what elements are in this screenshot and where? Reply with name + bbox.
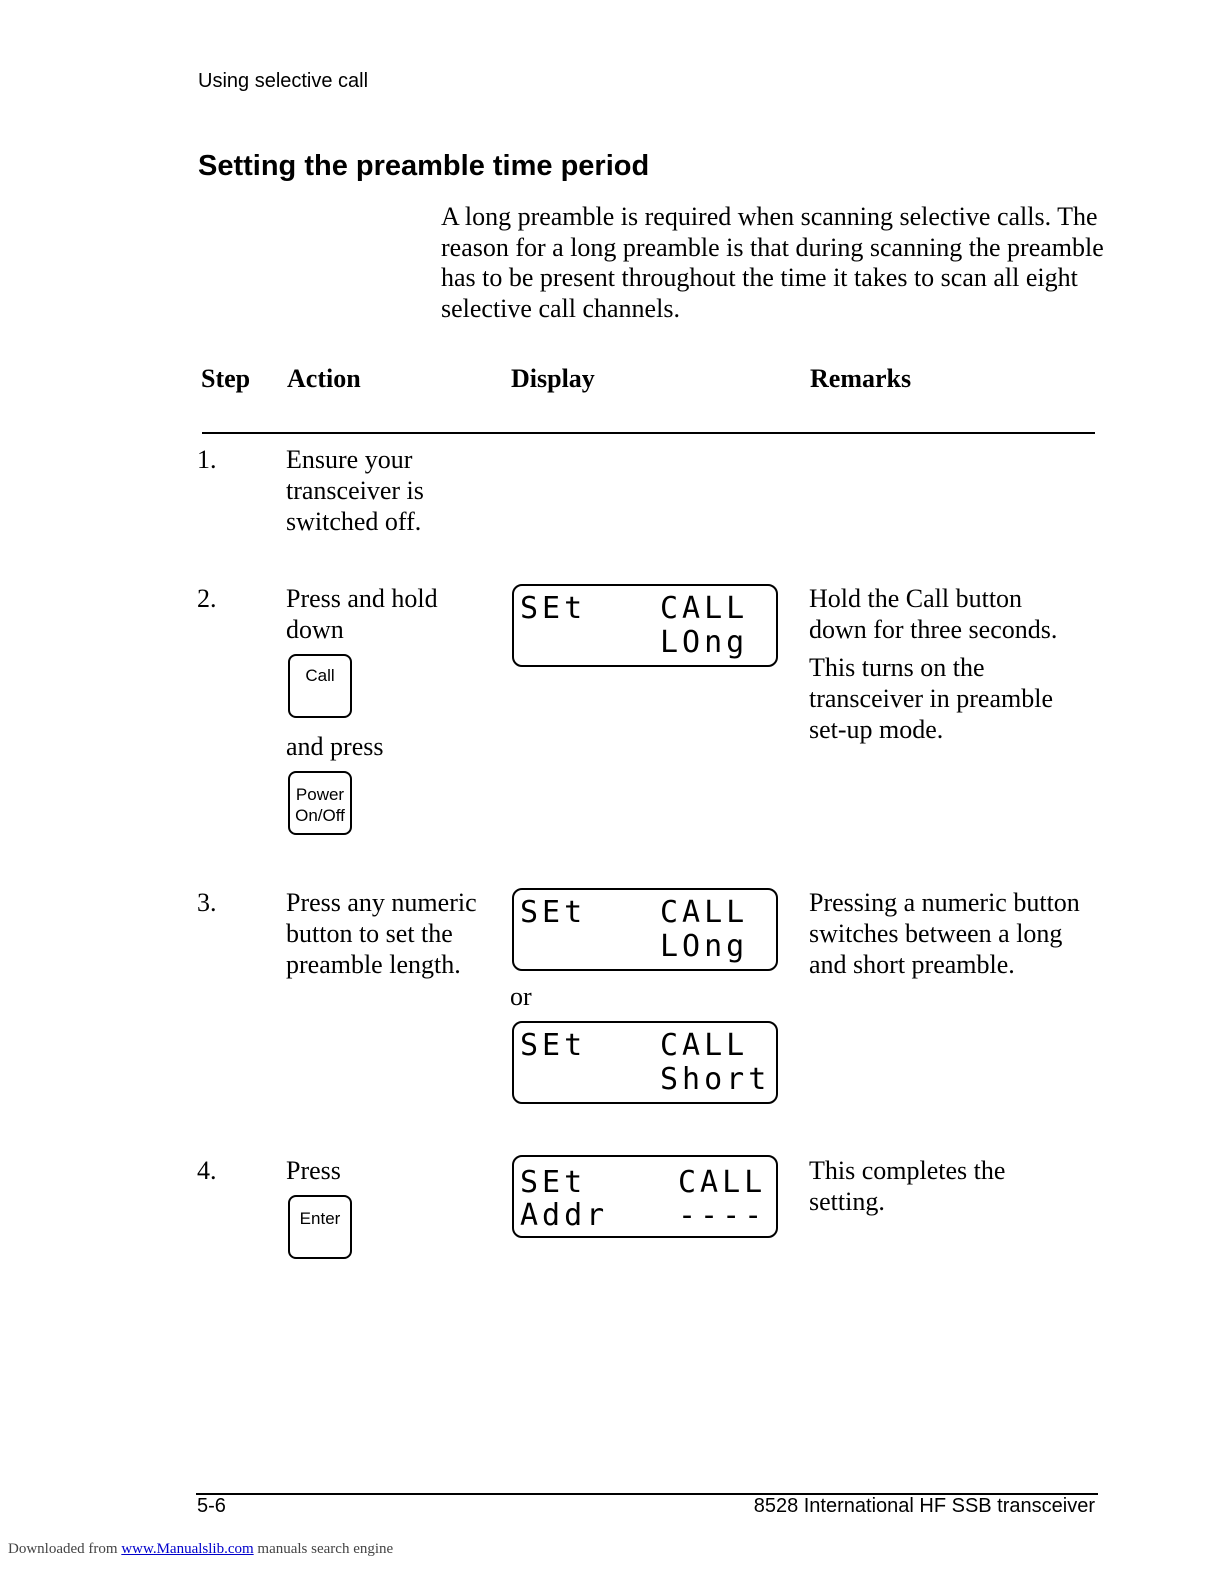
- column-header-action: Action: [287, 364, 361, 393]
- call-key-label: Call: [305, 666, 335, 685]
- page-number: 5-6: [197, 1495, 226, 1517]
- column-header-remarks: Remarks: [810, 364, 912, 393]
- lcd-line1-right: CALL: [660, 1028, 749, 1063]
- step-2-action: Press and hold down: [286, 584, 438, 644]
- lcd-display-step2: [512, 584, 778, 667]
- step-number-2: 2.: [197, 584, 217, 613]
- lcd-line1-left: SEt: [520, 1028, 587, 1063]
- column-header-step: Step: [201, 364, 251, 393]
- download-note-suffix: manuals search engine: [253, 1541, 394, 1557]
- lcd-line2-right: LOng: [660, 625, 749, 660]
- lcd-line1-left: SEt: [520, 1165, 587, 1200]
- step-1-action: Ensure your transceiver is switched off.: [286, 445, 424, 536]
- download-note-prefix: Downloaded from: [8, 1541, 122, 1557]
- step-4-remark: This completes the setting.: [809, 1156, 1006, 1216]
- lcd-display-step4: [512, 1155, 778, 1238]
- enter-key[interactable]: [288, 1195, 352, 1259]
- lcd-line1-left: SEt: [520, 895, 587, 930]
- intro-paragraph: A long preamble is required when scanning selective calls. The reason for a long preamble is that during scanning the preamble has to be present throughout the time it takes to scan all eight selective call channels.: [441, 202, 1104, 323]
- product-name: 8528 International HF SSB transceiver: [753, 1495, 1095, 1517]
- running-header: Using selective call: [198, 70, 369, 92]
- step-3-remark: Pressing a numeric button switches between a long and short preamble.: [809, 888, 1080, 979]
- enter-key-label: Enter: [299, 1209, 341, 1228]
- step-number-3: 3.: [197, 888, 217, 917]
- lcd-line2-right: ----: [678, 1198, 767, 1233]
- or-label: or: [510, 982, 532, 1011]
- lcd-line1-left: SEt: [520, 591, 587, 626]
- lcd-line1-right: CALL: [678, 1165, 767, 1200]
- step-number-1: 1.: [197, 445, 217, 474]
- step-2-remark-2: This turns on the transceiver in preamble set-up mode.: [809, 653, 1053, 744]
- step-number-4: 4.: [197, 1156, 217, 1185]
- lcd-line2-right: Short: [660, 1062, 771, 1097]
- step-2-remark-1: Hold the Call button down for three seconds.: [809, 584, 1058, 644]
- section-title: Setting the preamble time period: [198, 150, 650, 182]
- power-key-label-line1: Power: [295, 785, 345, 804]
- step-4-action: Press: [286, 1156, 341, 1185]
- power-key-label-line2: On/Off: [295, 806, 345, 825]
- call-key[interactable]: [288, 654, 352, 718]
- lcd-display-step3-long: [512, 888, 778, 971]
- step-3-action: Press any numeric button to set the preamble length.: [286, 888, 477, 979]
- lcd-display-step3-short: [512, 1021, 778, 1104]
- lcd-line2-left: Addr: [520, 1198, 609, 1233]
- lcd-line1-right: CALL: [660, 591, 749, 626]
- lcd-line1-right: CALL: [660, 895, 749, 930]
- step-2-action-continued: and press: [286, 732, 384, 761]
- download-note: [8, 1541, 393, 1558]
- lcd-line2-right: LOng: [660, 929, 749, 964]
- manualslib-link[interactable]: www.Manualslib.com: [121, 1541, 254, 1557]
- header-rule: [202, 432, 1095, 434]
- power-on-off-key[interactable]: [288, 771, 352, 835]
- column-header-display: Display: [511, 364, 595, 393]
